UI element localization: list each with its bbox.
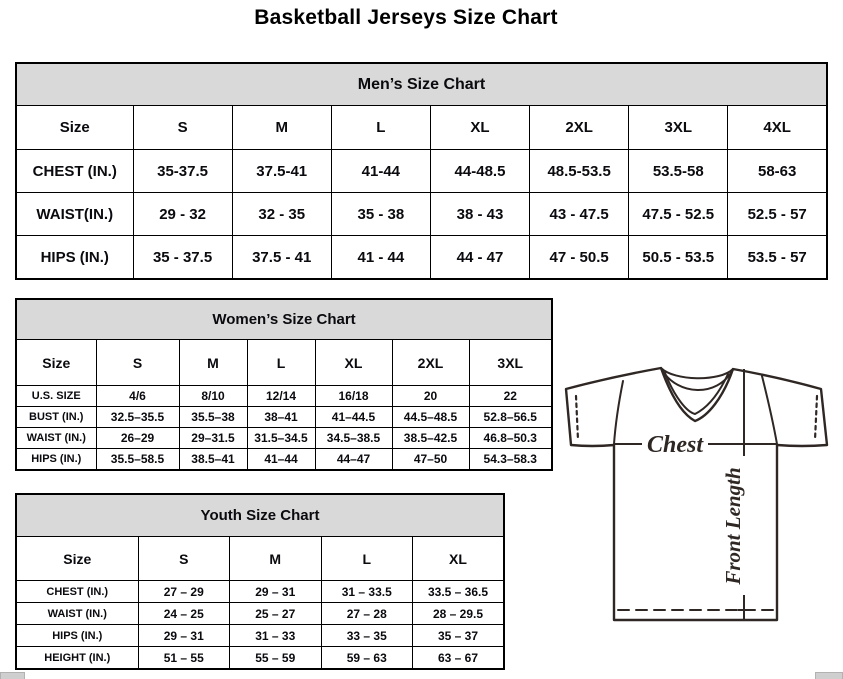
womens-size-header: L: [247, 340, 315, 386]
womens-size-header: 2XL: [392, 340, 469, 386]
cell: 44-48.5: [430, 150, 529, 193]
youth-size-header: S: [138, 537, 230, 581]
cell: 43 - 47.5: [530, 193, 629, 236]
womens-size-header: M: [179, 340, 247, 386]
row-label: U.S. SIZE: [16, 386, 96, 407]
cell: 37.5 - 41: [232, 236, 331, 280]
youth-size-header: L: [321, 537, 413, 581]
page-title: Basketball Jerseys Size Chart: [254, 6, 558, 29]
youth-corner-header: Size: [16, 537, 138, 581]
cell: 29 – 31: [230, 581, 322, 603]
cell: 58-63: [728, 150, 827, 193]
row-label: WAIST(IN.): [16, 193, 133, 236]
table-row: [16, 647, 504, 670]
cell: 28 – 29.5: [413, 603, 505, 625]
cell: 35 - 37.5: [133, 236, 232, 280]
horizontal-scrollbar[interactable]: [0, 672, 843, 679]
mens-size-header: M: [232, 106, 331, 150]
front-length-label: Front Length: [721, 467, 745, 585]
cell: 31 – 33.5: [321, 581, 413, 603]
cell: 59 – 63: [321, 647, 413, 670]
cell: 16/18: [315, 386, 392, 407]
cell: 26–29: [96, 428, 179, 449]
cell: 48.5-53.5: [530, 150, 629, 193]
row-label: BUST (IN.): [16, 407, 96, 428]
cell: 32 - 35: [232, 193, 331, 236]
cell: 51 – 55: [138, 647, 230, 670]
cell: 25 – 27: [230, 603, 322, 625]
cell: 50.5 - 53.5: [629, 236, 728, 280]
table-row: [16, 193, 827, 236]
mens-corner-header: Size: [16, 106, 133, 150]
cell: 27 – 28: [321, 603, 413, 625]
cell: 41 - 44: [331, 236, 430, 280]
mens-size-header: 2XL: [530, 106, 629, 150]
table-row: [16, 625, 504, 647]
table-row: [16, 449, 552, 471]
womens-corner-header: Size: [16, 340, 96, 386]
table-row: [16, 236, 827, 280]
row-label: WAIST (IN.): [16, 428, 96, 449]
mens-size-header: 3XL: [629, 106, 728, 150]
chest-label: Chest: [646, 432, 704, 458]
cell: 55 – 59: [230, 647, 322, 670]
mens-size-header: L: [331, 106, 430, 150]
row-label: WAIST (IN.): [16, 603, 138, 625]
table-row: [16, 386, 552, 407]
mens-size-header: 4XL: [728, 106, 827, 150]
youth-size-table: [15, 493, 505, 670]
row-label: HIPS (IN.): [16, 236, 133, 280]
mens-table-title: Men’s Size Chart: [16, 63, 827, 106]
womens-size-header: 3XL: [469, 340, 552, 386]
cell: 20: [392, 386, 469, 407]
table-row: [16, 428, 552, 449]
cell: 38 - 43: [430, 193, 529, 236]
cell: 41-44: [331, 150, 430, 193]
cell: 53.5-58: [629, 150, 728, 193]
cell: 29 - 32: [133, 193, 232, 236]
scroll-left-button[interactable]: [0, 672, 25, 679]
cell: 47.5 - 52.5: [629, 193, 728, 236]
row-label: HEIGHT (IN.): [16, 647, 138, 670]
cell: 54.3–58.3: [469, 449, 552, 471]
table-row: [16, 581, 504, 603]
womens-size-table: [15, 298, 553, 471]
cell: 44–47: [315, 449, 392, 471]
cell: 4/6: [96, 386, 179, 407]
cell: 47–50: [392, 449, 469, 471]
cell: 35 - 38: [331, 193, 430, 236]
cell: 63 – 67: [413, 647, 505, 670]
youth-size-header: M: [230, 537, 322, 581]
jersey-outline-icon: [566, 368, 827, 620]
cell: 47 - 50.5: [530, 236, 629, 280]
table-row: [16, 150, 827, 193]
cell: 29–31.5: [179, 428, 247, 449]
row-label: HIPS (IN.): [16, 449, 96, 471]
cell: 8/10: [179, 386, 247, 407]
cell: 35.5–58.5: [96, 449, 179, 471]
mens-size-table: [15, 62, 828, 280]
cell: 37.5-41: [232, 150, 331, 193]
mens-size-header: S: [133, 106, 232, 150]
cell: 46.8–50.3: [469, 428, 552, 449]
cell: 41–44: [247, 449, 315, 471]
cell: 12/14: [247, 386, 315, 407]
cell: 31 – 33: [230, 625, 322, 647]
youth-table-title: Youth Size Chart: [16, 494, 504, 537]
row-label: CHEST (IN.): [16, 581, 138, 603]
cell: 53.5 - 57: [728, 236, 827, 280]
youth-size-header: XL: [413, 537, 505, 581]
row-label: HIPS (IN.): [16, 625, 138, 647]
cell: 32.5–35.5: [96, 407, 179, 428]
cell: 41–44.5: [315, 407, 392, 428]
womens-table-title: Women’s Size Chart: [16, 299, 552, 340]
cell: 22: [469, 386, 552, 407]
scroll-right-button[interactable]: [815, 672, 843, 679]
mens-size-header: XL: [430, 106, 529, 150]
cell: 24 – 25: [138, 603, 230, 625]
cell: 35 – 37: [413, 625, 505, 647]
jersey-measurement-diagram: [556, 356, 841, 628]
cell: 52.8–56.5: [469, 407, 552, 428]
womens-size-header: S: [96, 340, 179, 386]
cell: 27 – 29: [138, 581, 230, 603]
cell: 38.5–42.5: [392, 428, 469, 449]
cell: 44 - 47: [430, 236, 529, 280]
cell: 34.5–38.5: [315, 428, 392, 449]
womens-size-header: XL: [315, 340, 392, 386]
cell: 44.5–48.5: [392, 407, 469, 428]
measurement-lines: [615, 369, 776, 620]
cell: 33 – 35: [321, 625, 413, 647]
cell: 52.5 - 57: [728, 193, 827, 236]
table-row: [16, 603, 504, 625]
cell: 31.5–34.5: [247, 428, 315, 449]
cell: 33.5 – 36.5: [413, 581, 505, 603]
cell: 38.5–41: [179, 449, 247, 471]
cell: 35-37.5: [133, 150, 232, 193]
cell: 38–41: [247, 407, 315, 428]
table-row: [16, 407, 552, 428]
cell: 29 – 31: [138, 625, 230, 647]
row-label: CHEST (IN.): [16, 150, 133, 193]
cell: 35.5–38: [179, 407, 247, 428]
